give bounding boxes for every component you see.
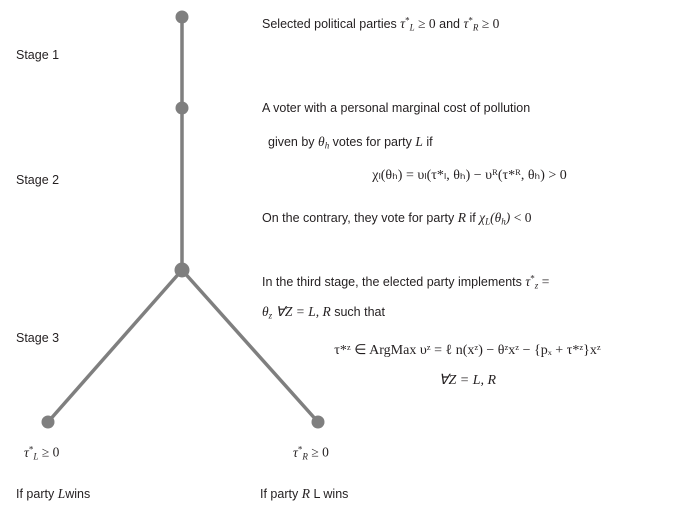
stage-2-votes-for: votes for party <box>332 135 412 149</box>
stage-2-line-1: A voter with a personal marginal cost of pollution <box>262 101 531 115</box>
stage-1-description <box>262 14 499 35</box>
forall-equation: ∀Z = L, R <box>438 373 497 388</box>
left-leaf-node <box>42 416 55 429</box>
forall-z-symbol: ∀Z = L, R <box>275 304 331 319</box>
stage-3-such-that: such that <box>334 305 385 319</box>
tau-R-star-symbol: $\tau^*_R$ <box>463 15 479 33</box>
stage-3-intro-text: In the third stage, the elected party implements <box>262 275 522 289</box>
party-R-symbol: R <box>457 210 466 225</box>
right-caption-prefix: If party <box>260 487 299 501</box>
stage-2-node <box>176 102 189 115</box>
tau-z-star-symbol: $\tau^*_z$ <box>525 273 539 291</box>
stage-2-given-by: given by <box>268 135 315 149</box>
right-payoff-condition: ≥ 0 <box>311 444 329 460</box>
tau-L-condition: ≥ 0 <box>418 16 436 31</box>
left-leaf-payoff <box>24 444 59 461</box>
left-payoff-condition: ≥ 0 <box>41 444 60 460</box>
left-caption-prefix: If party <box>16 487 55 501</box>
stage-1-text: Selected political parties <box>262 17 397 31</box>
right-leaf-payoff <box>293 444 329 461</box>
stage-1-label: Stage 1 <box>16 48 60 62</box>
left-caption-suffix: wins <box>65 487 91 501</box>
stage-3-line-1 <box>262 272 549 293</box>
stage-2-line-3 <box>262 208 532 229</box>
left-caption-party: L <box>57 486 66 501</box>
right-caption-suffix: L wins <box>313 487 349 501</box>
stage-1-conjunction: and <box>439 17 461 31</box>
argmax-equation: τ*ᶻ ∈ ArgMax υᶻ = ℓ n(xᶻ) − θᶻxᶻ − {pₓ + τ*ᶻ}xᶻ <box>334 343 601 358</box>
right-leaf-node <box>312 416 325 429</box>
left-tau-symbol: $\tau^*_L$ <box>24 444 39 462</box>
stage-3-equation-1 <box>255 341 680 361</box>
theta-z-symbol: $\theta_z$ <box>262 304 273 321</box>
chi-negative-condition: < 0 <box>513 210 532 225</box>
stage-2-label: Stage 2 <box>16 173 60 187</box>
stage-3-label: Stage 3 <box>16 331 60 345</box>
tau-R-condition: ≥ 0 <box>481 16 500 31</box>
stage-2-if-2: if <box>469 211 476 225</box>
tau-L-star-symbol: $\tau^*_L$ <box>400 15 415 33</box>
right-tau-symbol: $\tau^*_R$ <box>293 444 308 462</box>
stage-2-contrary-text: On the contrary, they vote for party <box>262 211 455 225</box>
theta-h-symbol: $\theta_h$ <box>318 134 330 151</box>
stage-1-node <box>176 11 189 24</box>
stage-2-line-2 <box>268 132 433 153</box>
chi-L-symbol: $\chi_L(\theta_h)$ <box>479 210 511 227</box>
stage-3-equals: = <box>541 274 550 289</box>
right-leaf-caption <box>260 486 348 502</box>
stage-3-line-2 <box>262 302 385 323</box>
left-leaf-caption <box>16 486 90 502</box>
edge-left-branch <box>48 270 182 422</box>
stage-3-node <box>175 263 190 278</box>
chi-equation: χₗ(θₕ) = υₗ(τ*ₗ, θₕ) − υᴿ(τ*ᴿ, θₕ) > 0 <box>372 168 567 183</box>
stage-2-equation <box>262 166 677 186</box>
right-caption-party: R <box>301 486 310 501</box>
stage-3-equation-2 <box>255 371 680 391</box>
stage-2-if: if <box>426 135 433 149</box>
party-L-symbol: L <box>415 134 423 149</box>
